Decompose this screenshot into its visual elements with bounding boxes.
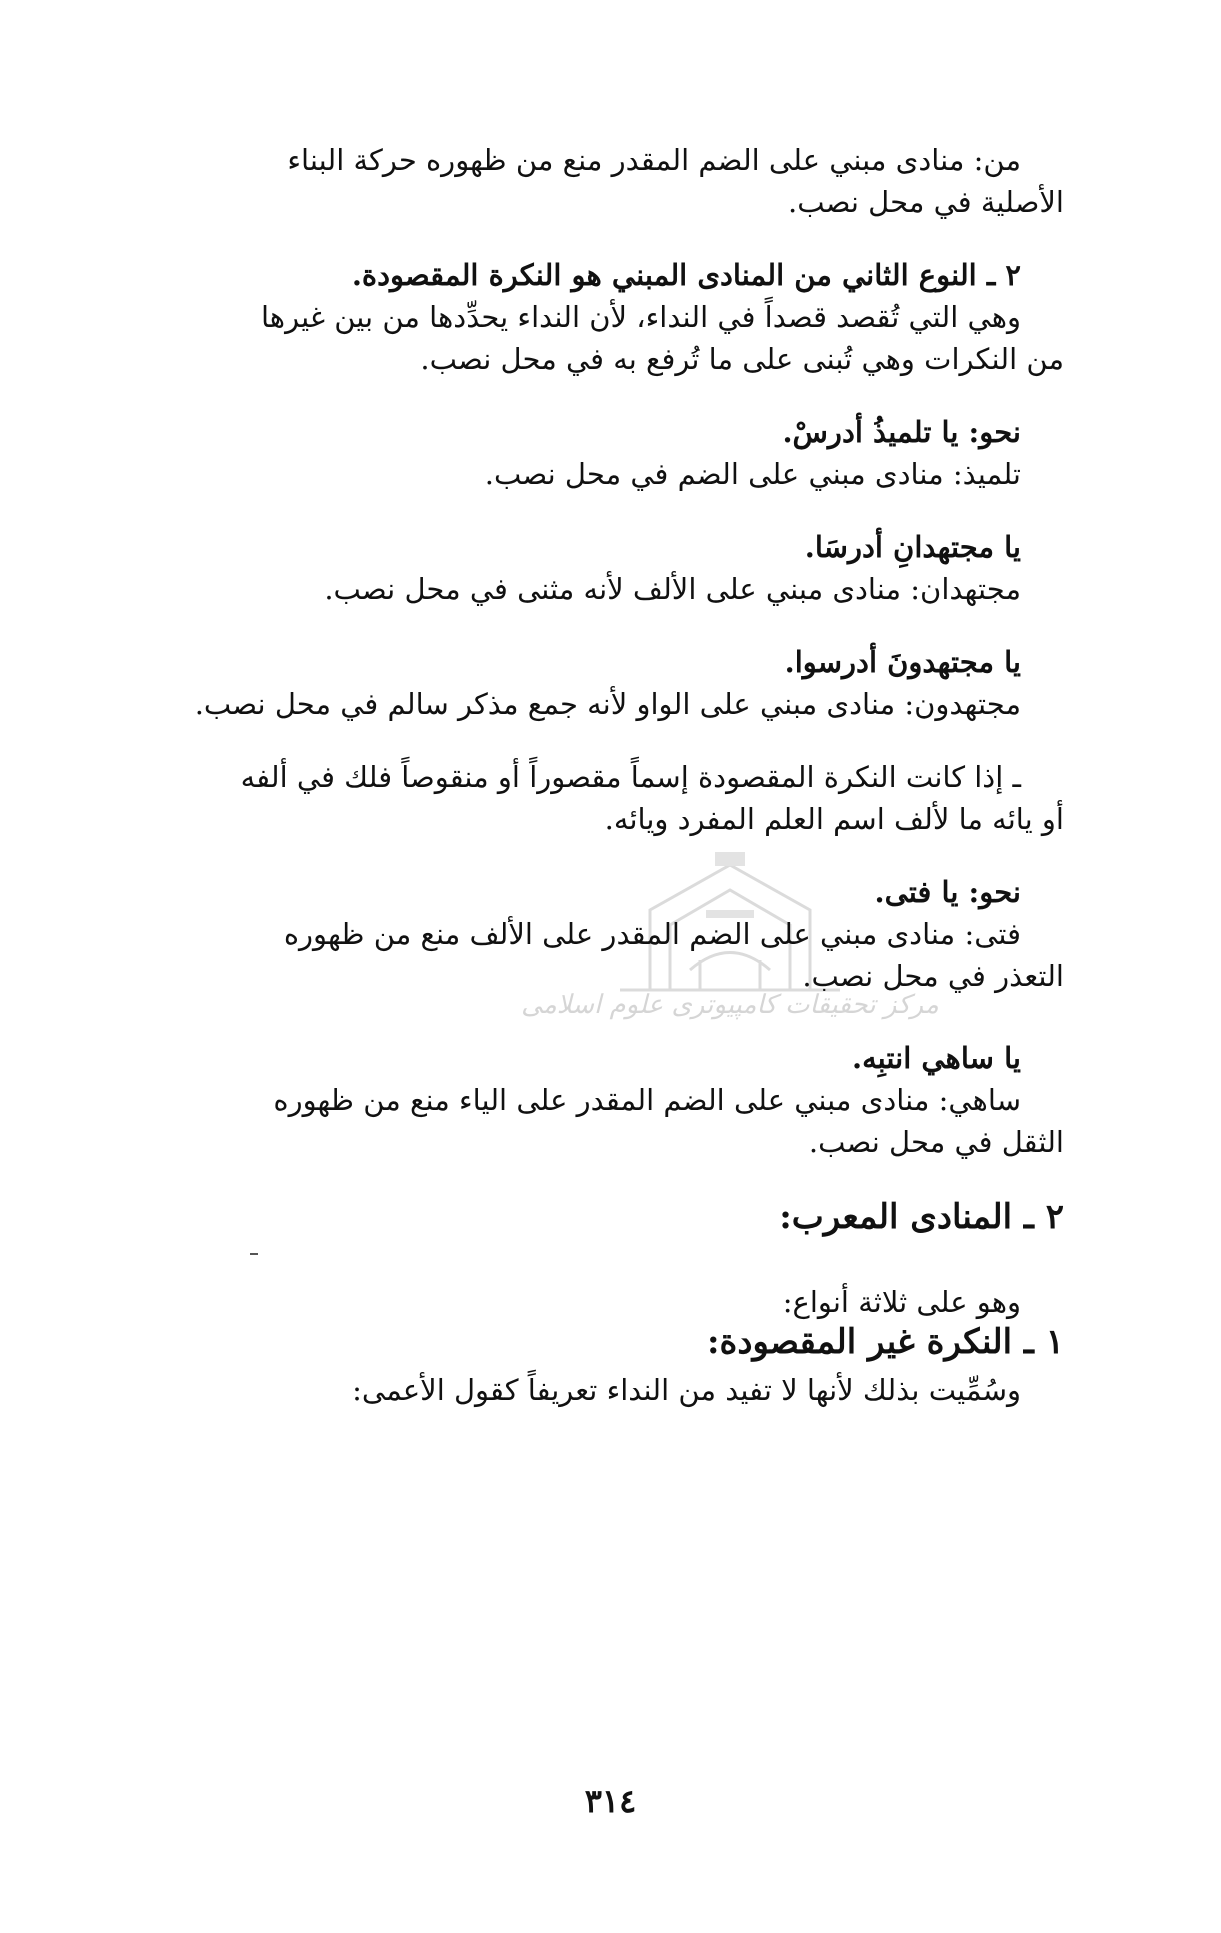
text-line-17: يا ساهي انتبِه. (852, 1041, 1021, 1075)
text-line-5: من النكرات وهي تُبنى على ما تُرفع به في محل نصب. (420, 342, 1064, 376)
subsection-heading: ١ ـ النكرة غير المقصودة: (706, 1322, 1064, 1362)
section-heading: ٢ ـ المنادى المعرب: (779, 1197, 1064, 1237)
text-line-11: مجتهدون: منادى مبني على الواو لأنه جمع مذكر سالم في محل نصب. (194, 687, 1021, 721)
stray-mark (250, 1253, 258, 1255)
text-line-13: أو يائه ما لألف اسم العلم المفرد ويائه. (604, 802, 1064, 836)
text-line-7: تلميذ: منادى مبني على الضم في محل نصب. (484, 457, 1021, 491)
page-number: ٣١٤ (584, 1782, 637, 1820)
text-line-8: يا مجتهدانِ أدرسَا. (804, 530, 1021, 564)
text-line-10: يا مجتهدونَ أدرسوا. (784, 645, 1021, 679)
text-line-6: نحو: يا تلميذُ أدرسْ. (782, 415, 1021, 449)
text-line-2: الأصلية في محل نصب. (788, 185, 1064, 219)
text-line-4: وهي التي تُقصد قصداً في النداء، لأن النداء يحدِّدها من بين غيرها (260, 300, 1021, 334)
text-line-3: ٢ ـ النوع الثاني من المنادى المبني هو النكرة المقصودة. (351, 258, 1021, 292)
text-line-18: ساهي: منادى مبني على الضم المقدر على الياء منع من ظهوره (273, 1083, 1021, 1117)
text-line-12: ـ إذا كانت النكرة المقصودة إسماً مقصوراً أو منقوصاً فلك في ألفه (240, 760, 1021, 794)
text-line-19: الثقل في محل نصب. (808, 1125, 1064, 1159)
text-line-21: وهو على ثلاثة أنواع: (782, 1285, 1021, 1319)
text-line-16: التعذر في محل نصب. (802, 959, 1064, 993)
watermark-text: مرکز تحقیقات کامپیوتری علوم اسلامی (521, 990, 939, 1020)
text-line-9: مجتهدان: منادى مبني على الألف لأنه مثنى في محل نصب. (324, 572, 1021, 606)
text-line-14: نحو: يا فتى. (874, 875, 1021, 909)
text-line-23: وسُمِّيت بذلك لأنها لا تفيد من النداء تعريفاً كقول الأعمى: (352, 1373, 1021, 1407)
text-line-15: فتى: منادى مبني على الضم المقدر على الألف منع من ظهوره (283, 917, 1021, 951)
text-line-1: من: منادى مبني على الضم المقدر منع من ظهوره حركة البناء (287, 143, 1021, 177)
